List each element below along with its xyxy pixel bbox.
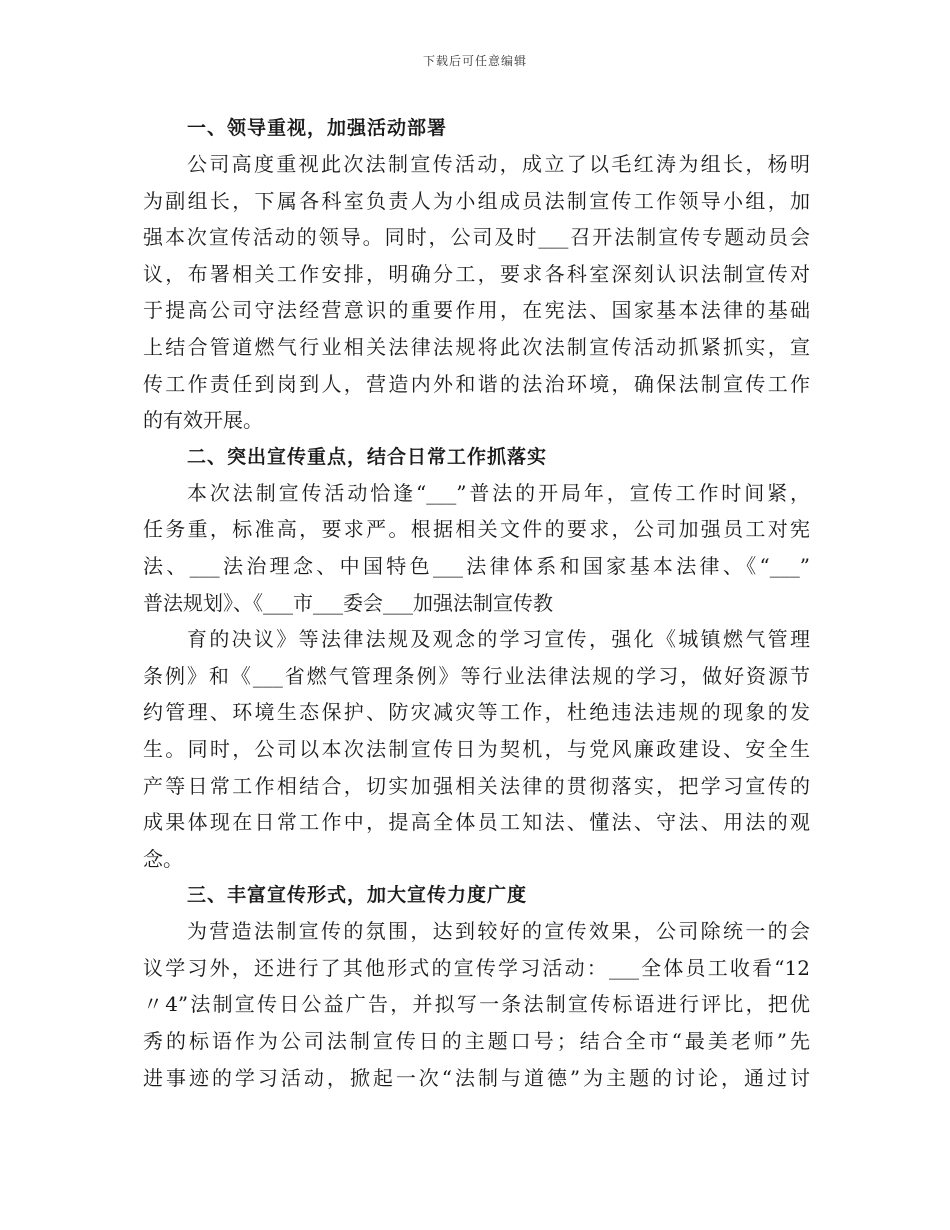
section-1-paragraph-1 xyxy=(143,146,810,439)
section-2-paragraph-2 xyxy=(143,621,810,877)
section-3-paragraph-1 xyxy=(143,913,810,1096)
section-heading-3: 三、丰富宣传形式，加大宣传力度广度 xyxy=(187,884,528,907)
text-line: 进事迹的学习活动，掀起一次“法制与道德”为主题的讨论，通过讨 xyxy=(143,1065,810,1090)
text-line: 约管理、环境生态保护、防灾减灾等工作，杜绝违法违规的现象的发 xyxy=(143,700,810,725)
text-line: 公司高度重视此次法制宣传活动，成立了以毛红涛为组长，杨明 xyxy=(187,152,810,176)
text-line: 为副组长，下属各科室负责人为小组成员法制宣传工作领导小组，加 xyxy=(143,188,810,213)
text-line: 〃4”法制宣传日公益广告，并拟写一条法制宣传标语进行评比，把优 xyxy=(143,992,810,1017)
section-2-paragraph-1 xyxy=(143,475,810,621)
text-line: 于提高公司守法经营意识的重要作用，在宪法、国家基本法律的基础 xyxy=(143,298,810,323)
text-line: 为营造法制宣传的氛围，达到较好的宣传效果，公司除统一的会 xyxy=(187,919,810,944)
text-line: 普法规划》、《___市___委会___加强法制宣传教 xyxy=(143,590,553,615)
text-line: 育的决议》等法律法规及观念的学习宣传，强化《城镇燃气管理 xyxy=(187,627,810,652)
section-heading-1: 一、领导重视，加强活动部署 xyxy=(187,117,448,139)
header-note: 下载后可任意编辑 xyxy=(422,54,527,68)
text-line: 秀的标语作为公司法制宣传日的主题口号；结合全市“最美老师”先 xyxy=(143,1029,810,1054)
text-line: 议，布署相关工作安排，明确分工，要求各科室深刻认识法制宣传对 xyxy=(143,261,810,286)
text-line: 法、___法治理念、中国特色___法律体系和国家基本法律、《“___” xyxy=(143,553,810,578)
text-line: 生。同时，公司以本次法制宣传日为契机，与党风廉政建设、安全生 xyxy=(143,736,810,761)
text-line: 任务重，标准高，要求严。根据相关文件的要求，公司加强员工对宪 xyxy=(143,517,810,542)
text-line: 成果体现在日常工作中，提高全体员工知法、懂法、守法、用法的观 xyxy=(143,810,810,835)
text-line: 议学习外，还进行了其他形式的宣传学习活动：___全体员工收看“12 xyxy=(143,955,810,980)
text-line: 本次法制宣传活动恰逢“___”普法的开局年，宣传工作时间紧， xyxy=(187,480,810,505)
document-body xyxy=(143,110,810,1096)
text-line: 传工作责任到岗到人，营造内外和谐的法治环境，确保法制宣传工作 xyxy=(143,371,810,396)
text-line: 念。 xyxy=(143,846,183,871)
section-heading-2: 二、突出宣传重点，结合日常工作抓落实 xyxy=(187,445,548,468)
text-line: 上结合管道燃气行业相关法律法规将此次法制宣传活动抓紧抓实，宣 xyxy=(143,334,810,359)
text-line: 的有效开展。 xyxy=(143,408,263,433)
text-line: 产等日常工作相结合，切实加强相关法律的贯彻落实，把学习宣传的 xyxy=(143,773,810,798)
text-line: 条例》和《___省燃气管理条例》等行业法律法规的学习，做好资源节 xyxy=(143,663,810,688)
text-line: 强本次宣传活动的领导。同时，公司及时___召开法制宣传专题动员会 xyxy=(143,225,810,250)
